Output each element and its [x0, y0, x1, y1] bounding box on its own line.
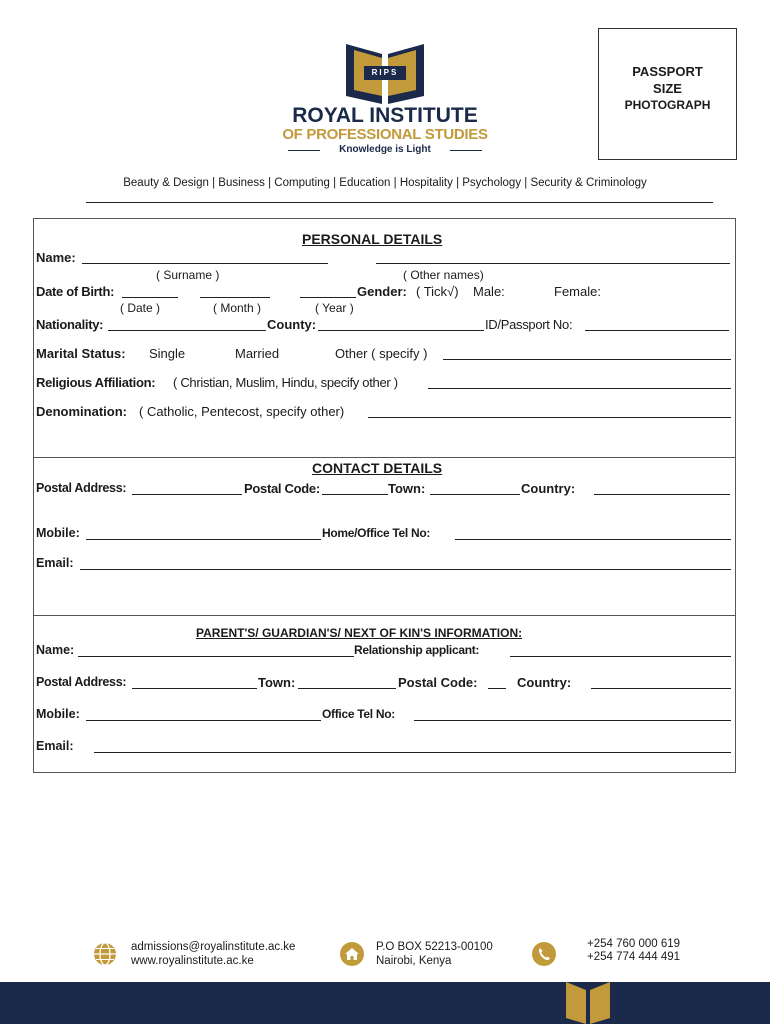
- footer-phone-2[interactable]: +254 774 444 491: [587, 951, 681, 963]
- other-names-field[interactable]: [376, 249, 730, 264]
- surname-hint: ( Surname ): [156, 268, 220, 282]
- surname-field[interactable]: [82, 249, 328, 264]
- postal-code-label: Postal Code:: [244, 481, 320, 496]
- religion-label: Religious Affiliation:: [36, 375, 156, 390]
- mobile-label: Mobile:: [36, 526, 80, 540]
- county-label: County:: [267, 317, 317, 332]
- guardian-email-label: Email:: [36, 739, 74, 753]
- footer-city: Nairobi, Kenya: [376, 955, 452, 967]
- office-tel-field[interactable]: [414, 706, 731, 721]
- photo-label-line3: PHOTOGRAPH: [624, 98, 711, 112]
- institute-subname: OF PROFESSIONAL STUDIES: [282, 126, 488, 143]
- guardian-title: PARENT'S/ GUARDIAN'S/ NEXT OF KIN'S INFORMATION:: [196, 626, 523, 640]
- denomination-options: ( Catholic, Pentecost, specify other): [139, 404, 345, 419]
- guardian-town-field[interactable]: [298, 674, 396, 689]
- footer-book-logo-icon: [560, 982, 616, 1024]
- year-hint: ( Year ): [315, 301, 354, 315]
- relationship-label: Relationship applicant:: [354, 643, 480, 657]
- gender-male-option[interactable]: Male:: [473, 284, 505, 299]
- dob-month-field[interactable]: [200, 283, 270, 298]
- marital-status-label: Marital Status:: [36, 346, 126, 361]
- relationship-field[interactable]: [510, 642, 731, 657]
- departments-list: Beauty & Design | Business | Computing | Education | Hospitality | Psychology | Security & Criminology: [123, 177, 647, 189]
- other-names-hint: ( Other names): [403, 268, 484, 282]
- marital-single-option[interactable]: Single: [149, 346, 186, 361]
- logo-badge: RIPS: [371, 68, 399, 77]
- photo-label-line2: SIZE: [653, 81, 682, 96]
- denomination-label: Denomination:: [36, 404, 127, 419]
- home-icon: [339, 941, 365, 967]
- nationality-label: Nationality:: [36, 317, 104, 332]
- country-label: Country:: [521, 481, 576, 496]
- id-passport-label: ID/Passport No:: [485, 317, 573, 332]
- phone-icon: [531, 941, 557, 967]
- contact-details-title: CONTACT DETAILS: [312, 460, 443, 476]
- postal-code-field[interactable]: [322, 480, 388, 495]
- guardian-mobile-field[interactable]: [86, 706, 321, 721]
- month-hint: ( Month ): [213, 301, 262, 315]
- footer-phone-1[interactable]: +254 760 000 619: [587, 938, 681, 950]
- denomination-field[interactable]: [368, 403, 731, 418]
- guardian-country-field[interactable]: [591, 674, 731, 689]
- gender-label: Gender:: [357, 284, 407, 299]
- town-label: Town:: [388, 481, 426, 496]
- tagline: Knowledge is Light: [339, 144, 431, 155]
- footer-website[interactable]: www.royalinstitute.ac.ke: [131, 955, 254, 967]
- gender-female-option[interactable]: Female:: [554, 284, 601, 299]
- institute-name: ROYAL INSTITUTE: [292, 104, 478, 127]
- postal-address-field[interactable]: [132, 480, 242, 495]
- guardian-postal-code-field[interactable]: [488, 674, 506, 689]
- name-label: Name:: [36, 250, 76, 265]
- photo-label-line1: PASSPORT: [632, 64, 703, 79]
- town-field[interactable]: [430, 480, 520, 495]
- religion-options: ( Christian, Muslim, Hindu, specify other ): [173, 375, 398, 390]
- globe-icon: [92, 941, 118, 967]
- home-office-tel-field[interactable]: [455, 525, 731, 540]
- guardian-mobile-label: Mobile:: [36, 707, 80, 721]
- dob-day-field[interactable]: [122, 283, 178, 298]
- passport-photo-box: [598, 28, 737, 160]
- country-field[interactable]: [594, 480, 730, 495]
- footer-bar: [0, 982, 770, 1024]
- religion-field[interactable]: [428, 374, 731, 389]
- guardian-name-field[interactable]: [78, 642, 354, 657]
- marital-other-field[interactable]: [443, 345, 731, 360]
- guardian-postal-address-label: Postal Address:: [36, 675, 127, 689]
- date-hint: ( Date ): [120, 301, 161, 315]
- guardian-town-label: Town:: [258, 675, 296, 690]
- footer-po-box: P.O BOX 52213-00100: [376, 941, 493, 953]
- dob-year-field[interactable]: [300, 283, 356, 298]
- marital-other-option[interactable]: Other ( specify ): [335, 346, 428, 361]
- county-field[interactable]: [318, 316, 484, 331]
- id-passport-field[interactable]: [585, 316, 729, 331]
- marital-married-option[interactable]: Married: [235, 346, 280, 361]
- guardian-country-label: Country:: [517, 675, 572, 690]
- mobile-field[interactable]: [86, 525, 321, 540]
- gender-tick-hint: ( Tick√): [416, 284, 459, 299]
- guardian-name-label: Name:: [36, 643, 75, 657]
- email-label: Email:: [36, 556, 74, 570]
- guardian-email-field[interactable]: [94, 738, 731, 753]
- guardian-postal-address-field[interactable]: [132, 674, 257, 689]
- guardian-postal-code-label: Postal Code:: [398, 675, 478, 690]
- postal-address-label: Postal Address:: [36, 481, 127, 495]
- office-tel-label: Office Tel No:: [322, 707, 395, 721]
- footer-email[interactable]: admissions@royalinstitute.ac.ke: [131, 941, 296, 953]
- home-office-tel-label: Home/Office Tel No:: [322, 526, 431, 540]
- nationality-field[interactable]: [108, 316, 266, 331]
- email-field[interactable]: [80, 555, 731, 570]
- personal-details-title: PERSONAL DETAILS: [302, 231, 443, 247]
- dob-label: Date of Birth:: [36, 284, 115, 299]
